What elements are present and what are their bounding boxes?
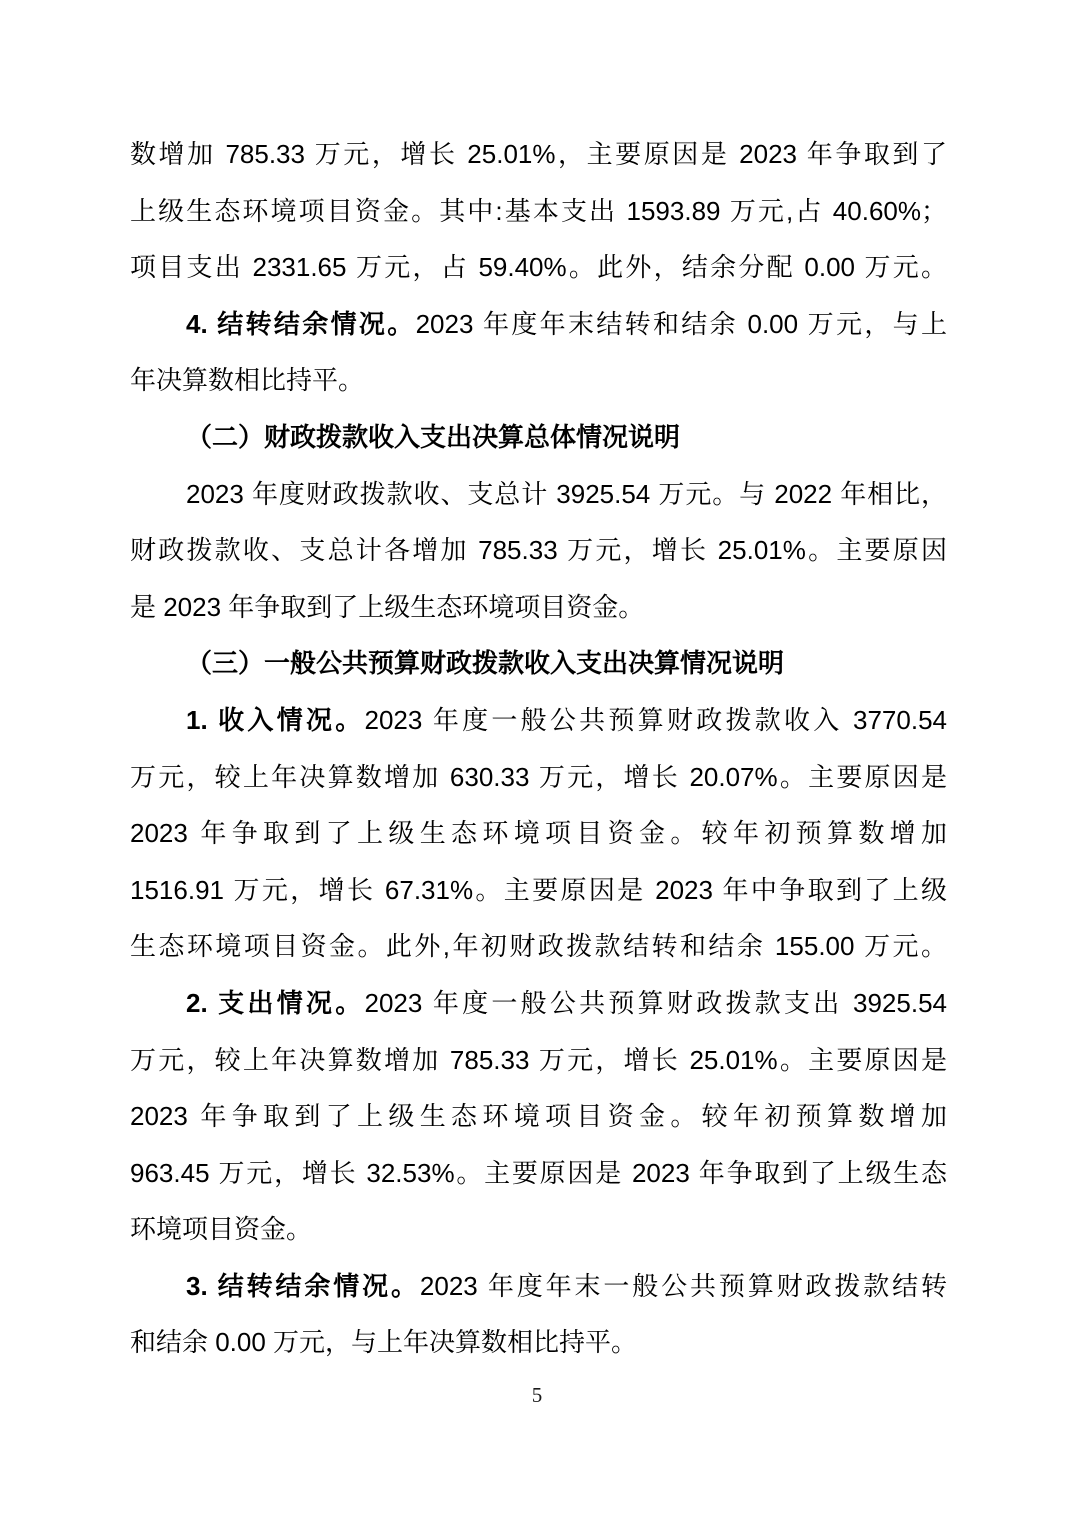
text-run: 环境项目资金。 [130, 1214, 313, 1245]
text-run: 2023 年争取到了上级生态环境项目资金。较年初预算数增加 [130, 1101, 947, 1132]
text-run: 1516.91 万元，增长 67.31%。主要原因是 2023 年中争取到了上级 [130, 874, 947, 905]
text-line [130, 579, 947, 636]
text-run: 2023 年度财政拨款收、支总计 3925.54 万元。与 2022 年相比， [186, 478, 947, 509]
text-line [130, 1314, 947, 1371]
text-line [130, 749, 947, 806]
text-run: 年决算数相比持平。 [130, 365, 365, 396]
text-line [130, 239, 947, 296]
text-run: 上级生态环境项目资金。其中:基本支出 1593.89 万元,占 40.60%； [130, 195, 947, 226]
text-line [130, 183, 947, 240]
text-line [130, 522, 947, 579]
text-run: 2023 年争取到了上级生态环境项目资金。较年初预算数增加 [130, 818, 947, 849]
text-line [130, 1088, 947, 1145]
section-heading [130, 635, 947, 692]
text-line [130, 805, 947, 862]
text-run: 数增加 785.33 万元，增长 25.01%，主要原因是 2023 年争取到了 [130, 139, 947, 169]
text-line [130, 126, 947, 183]
text-run: 项目支出 2331.65 万元，占 59.40%。此外，结余分配 0.00 万元。 [130, 252, 947, 283]
bold-run: 2. 支出情况。 [186, 987, 365, 1018]
document-body [130, 126, 947, 1371]
page-number: 5 [531, 1383, 543, 1407]
text-line [130, 692, 947, 749]
text-line [130, 1145, 947, 1202]
text-run: 是 2023 年争取到了上级生态环境项目资金。 [130, 591, 645, 622]
text-line [130, 296, 947, 353]
text-run: 2023 年度年末结转和结余 0.00 万元，与上 [415, 308, 947, 339]
text-line [130, 466, 947, 523]
section-heading [130, 409, 947, 466]
text-line [130, 1201, 947, 1258]
text-run: 和结余 0.00 万元，与上年决算数相比持平。 [130, 1327, 638, 1358]
text-run: 万元，较上年决算数增加 630.33 万元，增长 20.07%。主要原因是 [130, 761, 947, 792]
text-line [130, 862, 947, 919]
text-line [130, 1258, 947, 1315]
text-line [130, 975, 947, 1032]
text-run: 963.45 万元，增长 32.53%。主要原因是 2023 年争取到了上级生态 [130, 1157, 947, 1188]
text-run: 生态环境项目资金。此外,年初财政拨款结转和结余 155.00 万元。 [130, 931, 947, 962]
text-run: 万元，较上年决算数增加 785.33 万元，增长 25.01%。主要原因是 [130, 1044, 947, 1075]
bold-run: 4. 结转结余情况。 [186, 308, 416, 339]
text-run: 2023 年度一般公共预算财政拨款收入 3770.54 [364, 704, 947, 735]
text-run: 财政拨款收、支总计各增加 785.33 万元，增长 25.01%。主要原因 [130, 535, 947, 566]
heading-run: （三）一般公共预算财政拨款收入支出决算情况说明 [186, 648, 785, 679]
text-line [130, 918, 947, 975]
bold-run: 1. 收入情况。 [186, 704, 365, 735]
text-run: 2023 年度年末一般公共预算财政拨款结转 [419, 1270, 947, 1301]
text-run: 2023 年度一般公共预算财政拨款支出 3925.54 [364, 987, 947, 1018]
bold-run: 3. 结转结余情况。 [186, 1270, 420, 1301]
text-line [130, 352, 947, 409]
text-line [130, 1032, 947, 1089]
heading-run: （二）财政拨款收入支出决算总体情况说明 [186, 421, 681, 452]
